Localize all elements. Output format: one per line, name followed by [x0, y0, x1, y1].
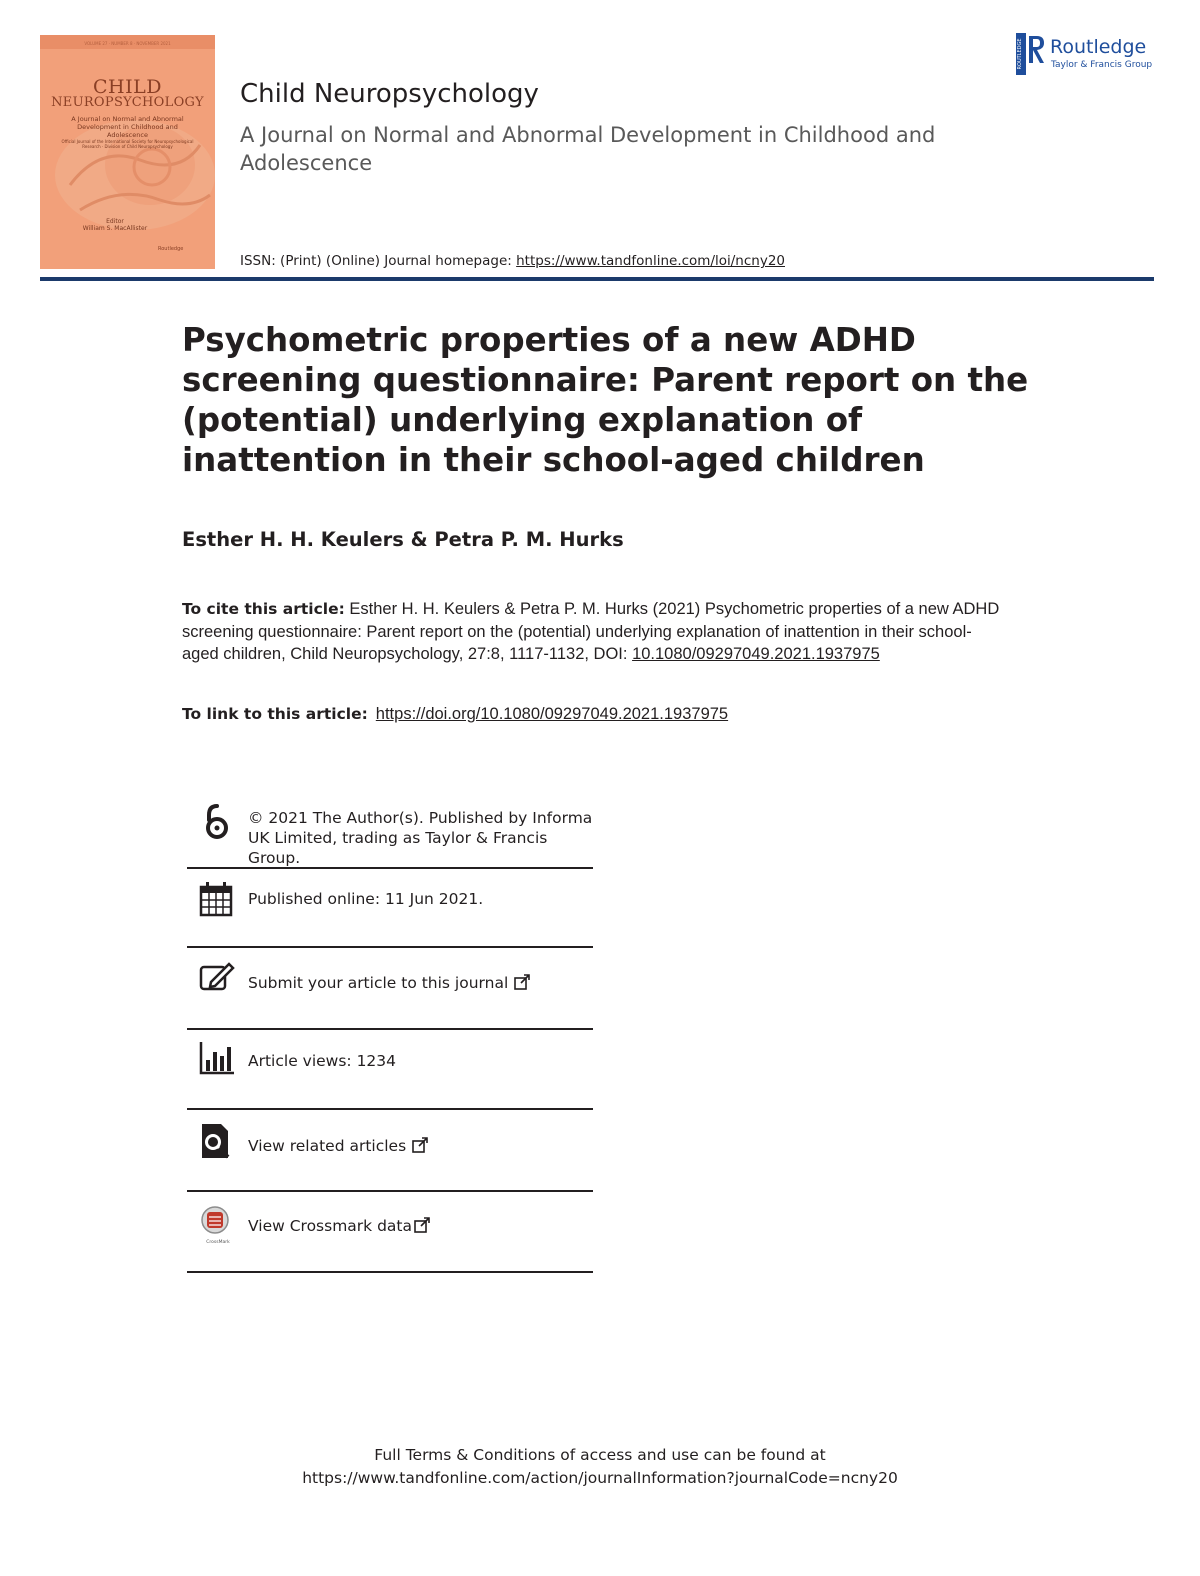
- cover-title-line2: NEUROPSYCHOLOGY: [51, 95, 204, 110]
- footer-terms: [0, 1444, 1200, 1490]
- external-link-icon: [514, 974, 530, 990]
- journal-title: Child Neuropsychology: [240, 79, 539, 109]
- issn-text: ISSN: (Print) (Online) Journal homepage:: [240, 253, 517, 269]
- cover-editor-name: William S. MacAllister: [82, 225, 148, 232]
- submit-article-label: Submit your article to this journal: [248, 974, 509, 992]
- edit-icon: [197, 958, 237, 998]
- cite-doi-link[interactable]: 10.1080/09297049.2021.1937975: [632, 645, 880, 663]
- published-date: Published online: 11 Jun 2021.: [248, 890, 484, 908]
- journal-subtitle: A Journal on Normal and Abnormal Development in Childhood and Adolescence: [240, 123, 936, 175]
- article-authors: Esther H. H. Keulers & Petra P. M. Hurks: [182, 528, 624, 551]
- cover-subtitle-small: Official Journal of the International Society for Neuropsychological Research · Division of Child Neuropsychology: [61, 139, 194, 149]
- crossmark-link[interactable]: [248, 1216, 430, 1236]
- publisher-name: Routledge: [1050, 36, 1147, 58]
- article-link-line: [182, 705, 728, 724]
- footer-terms-link[interactable]: https://www.tandfonline.com/action/journalInformation?journalCode=ncny20: [302, 1469, 898, 1487]
- footer-line1: Full Terms & Conditions of access and use can be found at: [374, 1446, 826, 1464]
- article-title: Psychometric properties of a new ADHD screening questionnaire: Parent report on the (potential) underlying explanation of inattention in their school-aged children: [182, 321, 1029, 479]
- open-access-icon: [197, 802, 237, 842]
- cover-brain-artwork: [40, 35, 215, 269]
- article-views: Article views: 1234: [248, 1052, 397, 1070]
- crossmark-icon: [197, 1204, 237, 1244]
- info-divider: [187, 1028, 593, 1030]
- cover-title-line1: CHILD: [93, 76, 162, 98]
- related-articles-link[interactable]: [248, 1136, 428, 1156]
- article-doi-link[interactable]: https://doi.org/10.1080/09297049.2021.1937975: [375, 705, 729, 723]
- crossmark-label: View Crossmark data: [248, 1217, 412, 1235]
- cover-brand: Routledge: [158, 246, 184, 252]
- crossmark-caption: CrossMark: [206, 1240, 230, 1245]
- related-articles-label: View related articles: [248, 1137, 407, 1155]
- open-access-text: © 2021 The Author(s). Published by Informa UK Limited, trading as Taylor & Francis Group.: [248, 809, 593, 867]
- cover-editor-label: Editor: [106, 218, 124, 225]
- routledge-logo-icon: [1016, 33, 1046, 75]
- external-link-icon: [414, 1217, 430, 1233]
- cover-editor: [70, 218, 160, 232]
- bar-chart-icon: [197, 1038, 237, 1078]
- cite-label: To cite this article:: [182, 600, 345, 618]
- document-search-icon: [197, 1121, 237, 1161]
- issn-line: [240, 253, 785, 269]
- journal-cover-image: [40, 35, 215, 269]
- info-divider: [187, 1271, 593, 1273]
- publisher-group: Taylor & Francis Group: [1051, 60, 1153, 70]
- submit-article-link[interactable]: [248, 973, 530, 993]
- cover-subtitle: A Journal on Normal and Abnormal Development in Childhood and Adolescence: [71, 115, 184, 139]
- calendar-icon: [197, 880, 237, 920]
- cover-volume-line: VOLUME 27 · NUMBER 8 · NOVEMBER 2021: [84, 41, 171, 46]
- external-link-icon: [412, 1137, 428, 1153]
- info-divider: [187, 1108, 593, 1110]
- journal-homepage-link[interactable]: https://www.tandfonline.com/loi/ncny20: [516, 253, 785, 269]
- cite-text: Esther H. H. Keulers & Petra P. M. Hurks (2021) Psychometric properties of a new ADHD screening questionnaire: Parent report on the (potential) underlying explanation of inattention in their school-aged children, Child Neuropsychology, 27:8, 1117-1132, DOI:: [182, 600, 1000, 663]
- routledge-vertical-text: ROUTLEDGE: [1017, 38, 1023, 70]
- citation-block: [182, 598, 1002, 666]
- info-divider: [187, 1190, 593, 1192]
- info-divider: [187, 867, 593, 869]
- info-divider: [187, 946, 593, 948]
- header-divider: [40, 277, 1154, 281]
- link-label: To link to this article:: [182, 705, 368, 723]
